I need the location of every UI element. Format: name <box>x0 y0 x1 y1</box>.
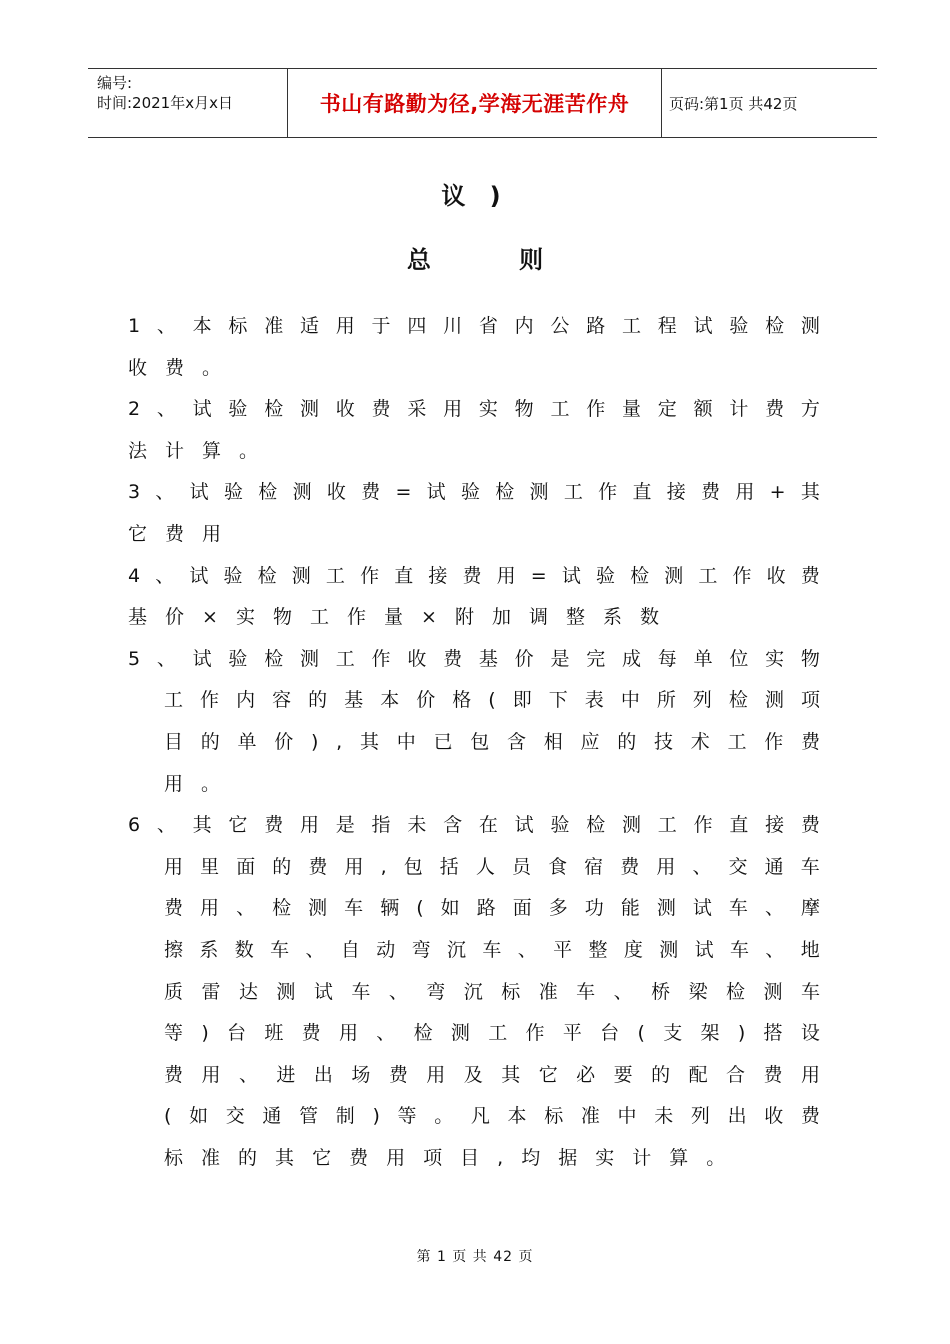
paragraph-line: 工 作 内 容 的 基 本 价 格 ( 即 下 表 中 所 列 检 测 项 <box>164 689 820 712</box>
header-meta <box>88 69 288 137</box>
paragraph-4 <box>128 556 820 639</box>
paragraph-3 <box>128 472 820 555</box>
paragraph-line: 基 价 × 实 物 工 作 量 × 附 加 调 整 系 数 <box>128 606 660 629</box>
paragraph-line: 用 里 面 的 费 用 , 包 括 人 员 食 宿 费 用 、 交 通 车 <box>164 855 820 878</box>
motto-text: 书山有路勤为径,学海无涯苦作舟 <box>319 92 630 116</box>
paragraph-line: 5 、 试 验 检 测 工 作 收 费 基 价 是 完 成 每 单 位 实 物 <box>128 647 820 670</box>
body-text <box>128 306 820 1179</box>
paragraph-line: 费 用 、 检 测 车 辆 ( 如 路 面 多 功 能 测 试 车 、 摩 <box>164 897 820 920</box>
paragraph-line: 收 费 。 <box>128 356 222 379</box>
header-table <box>88 68 877 138</box>
time-label: 时间:2021年x月x日 <box>97 94 233 112</box>
paragraph-line: 3 、 试 验 检 测 收 费 = 试 验 检 测 工 作 直 接 费 用 + 其 <box>128 481 820 504</box>
header-page-info <box>662 69 877 137</box>
paragraph-line: 它 费 用 <box>128 522 222 545</box>
paragraph-line: 费 用 、 进 出 场 费 用 及 其 它 必 要 的 配 合 费 用 <box>164 1063 820 1086</box>
paragraph-line: 标 准 的 其 它 费 用 项 目 , 均 据 实 计 算 。 <box>164 1146 726 1169</box>
paragraph-line: 质 雷 达 测 试 车 、 弯 沉 标 准 车 、 桥 梁 检 测 车 <box>164 980 820 1003</box>
paragraph-1 <box>128 306 820 389</box>
header-motto <box>288 69 662 137</box>
paragraph-line: 等 ) 台 班 费 用 、 检 测 工 作 平 台 ( 支 架 ) 搭 设 <box>164 1022 820 1045</box>
paragraph-line: 6 、 其 它 费 用 是 指 未 含 在 试 验 检 测 工 作 直 接 费 <box>128 814 820 837</box>
number-label: 编号: <box>97 74 133 92</box>
paragraph-5 <box>128 639 820 805</box>
paragraph-line: 1 、 本 标 准 适 用 于 四 川 省 内 公 路 工 程 试 验 检 测 <box>128 315 820 337</box>
paragraph-line: 法 计 算 。 <box>128 439 259 462</box>
paragraph-line: 4 、 试 验 检 测 工 作 直 接 费 用 = 试 验 检 测 工 作 收 费 <box>128 564 820 587</box>
paragraph-6 <box>128 805 820 1179</box>
paragraph-line: 用 。 <box>164 772 221 795</box>
page-info-text: 页码:第1页 共42页 <box>669 94 798 113</box>
paragraph-line: 目 的 单 价 ) , 其 中 已 包 含 相 应 的 技 术 工 作 费 <box>164 730 820 753</box>
paragraph-line: 2 、 试 验 检 测 收 费 采 用 实 物 工 作 量 定 额 计 费 方 <box>128 398 820 421</box>
paragraph-line: 擦 系 数 车 、 自 动 弯 沉 车 、 平 整 度 测 试 车 、 地 <box>164 938 820 961</box>
title-fragment: 议 ) <box>441 182 509 210</box>
page-footer: 第 1 页 共 42 页 <box>416 1249 534 1265</box>
paragraph-line: ( 如 交 通 管 制 ) 等 。 凡 本 标 准 中 未 列 出 收 费 <box>164 1105 820 1128</box>
section-title: 总 则 <box>406 246 584 274</box>
paragraph-2 <box>128 389 820 472</box>
